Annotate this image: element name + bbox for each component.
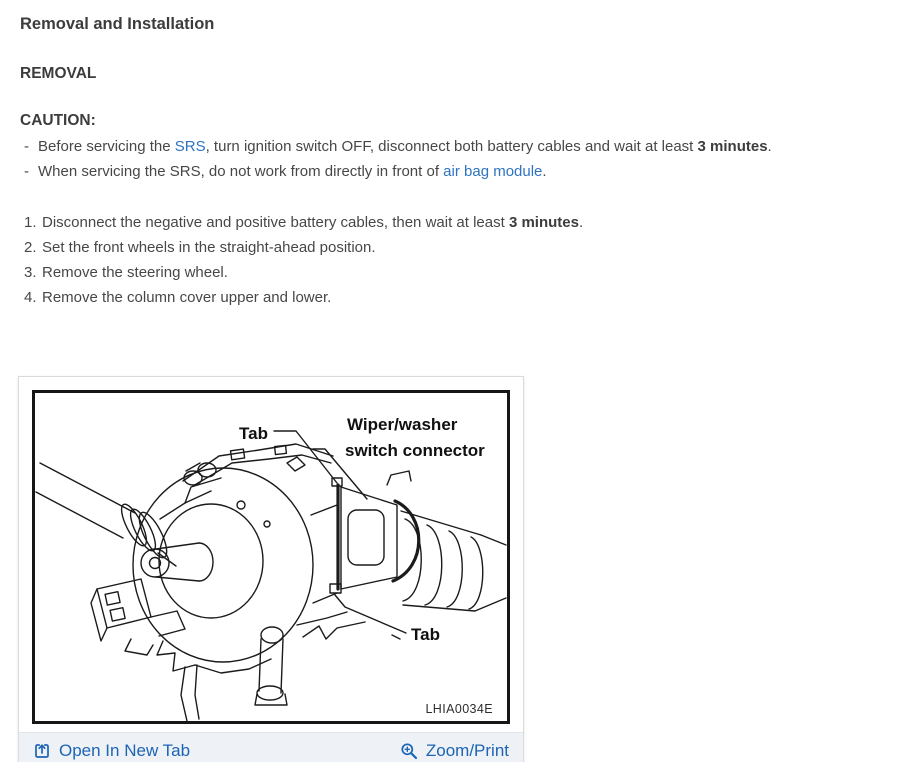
zoom-print-label: Zoom/Print (425, 741, 509, 760)
srs-link[interactable]: SRS (174, 138, 206, 155)
step-text: Set the front wheels in the straight-ahead position. (42, 239, 376, 256)
bullet-dash: - (24, 138, 29, 155)
step-number: 4. (24, 289, 37, 306)
air-bag-module-link[interactable]: air bag module (443, 163, 543, 180)
caution-text: Before servicing the SRS, turn ignition switch OFF, disconnect both battery cables and wait at least 3 minutes. (38, 138, 772, 155)
diagram-label-connector-line2: switch connector (345, 441, 485, 460)
step-item-4 (24, 285, 916, 310)
figure-toolbar (19, 732, 523, 762)
diagram-label-tab-bottom: Tab (411, 625, 440, 644)
open-in-new-tab-label: Open In New Tab (59, 741, 191, 760)
caution-item (24, 134, 916, 159)
steering-column-diagram (32, 390, 510, 724)
diagram-label-tab-top: Tab (239, 424, 268, 443)
caution-text: When servicing the SRS, do not work from directly in front of air bag module. (38, 163, 547, 180)
procedure-steps (24, 210, 916, 310)
step-text: Remove the steering wheel. (42, 264, 228, 281)
step-item-1 (24, 210, 916, 235)
diagram-svg (35, 393, 507, 721)
open-in-new-tab-link[interactable] (33, 741, 190, 761)
step-number: 1. (24, 214, 37, 231)
page-title: Removal and Installation (20, 15, 215, 33)
step-number: 3. (24, 264, 37, 281)
figure-image-area (19, 377, 523, 732)
caution-heading: CAUTION: (20, 112, 96, 129)
open-in-new-tab-icon (33, 742, 51, 760)
step-text: Disconnect the negative and positive battery cables, then wait at least 3 minutes. (42, 214, 584, 231)
caution-item (24, 159, 916, 184)
figure-code: LHIA0034E (425, 702, 493, 716)
figure-panel (18, 376, 524, 762)
diagram-label-connector-line1: Wiper/washer (347, 415, 458, 434)
step-number: 2. (24, 239, 37, 256)
zoom-print-link[interactable] (400, 741, 509, 761)
step-item-3 (24, 260, 916, 285)
step-item-2 (24, 235, 916, 260)
caution-list (24, 134, 916, 184)
step-text: Remove the column cover upper and lower. (42, 289, 332, 306)
magnifier-plus-icon (400, 742, 418, 760)
service-manual-page (0, 15, 916, 762)
bullet-dash: - (24, 163, 29, 180)
section-heading-removal: REMOVAL (20, 65, 97, 82)
